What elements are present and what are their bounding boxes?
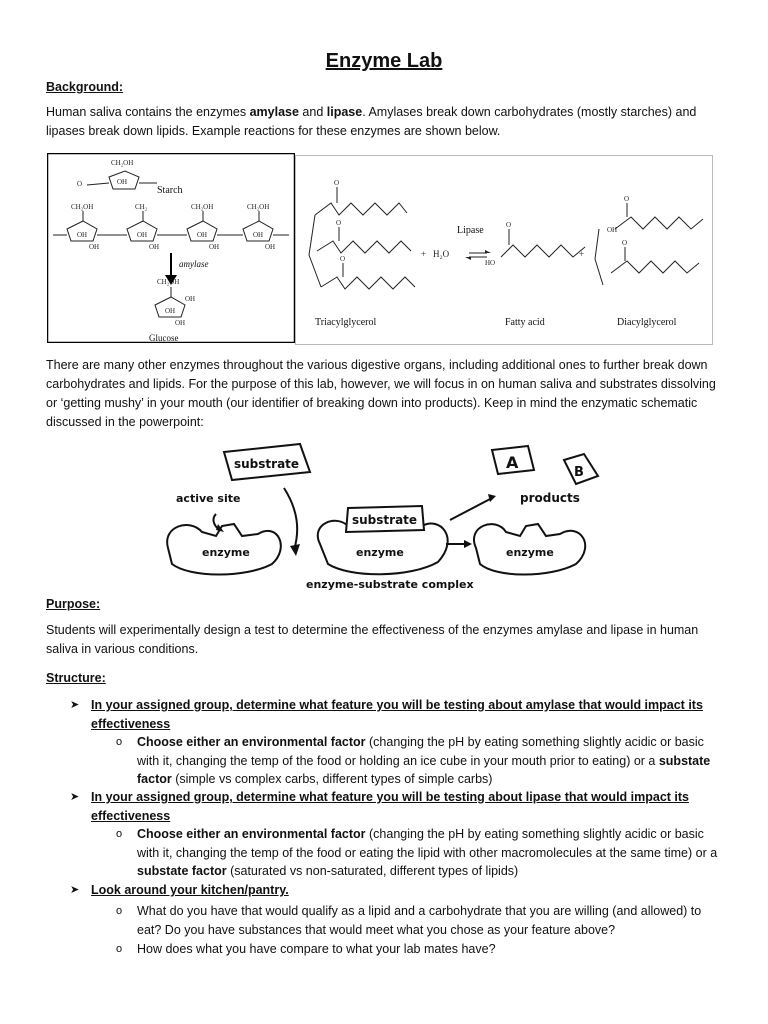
svg-text:OH: OH [77,231,88,239]
svg-text:OH: OH [197,231,208,239]
circle-bullet-icon: o [116,828,123,840]
lipase-label: Lipase [457,225,484,236]
circle-bullet-icon: o [116,943,123,955]
svg-text:OH: OH [175,319,186,327]
svg-text:O: O [506,221,512,229]
svg-text:O: O [622,239,628,247]
enzyme-label-1: enzyme [202,546,250,559]
svg-text:CH₂OH: CH₂OH [111,159,134,167]
svg-text:O: O [336,219,342,227]
amylase-label: amylase [179,259,209,269]
page-title: Enzyme Lab [325,50,443,72]
svg-text:OH: OH [89,243,100,251]
amylase-reaction-figure [47,153,295,343]
product-b-label: B [574,465,584,480]
arrow-bullet-icon: ➤ [70,791,80,803]
diacylglycerol-label: Diacylglycerol [617,317,677,328]
background-paragraph: Human saliva contains the enzymes amylase and lipase. Amylases break down carbohydrates (mostly starches) and lipases break down lipids. Example reactions for these enzymes are shown below. [46,105,697,138]
structure-heading: Structure: [46,671,106,685]
arrow-bullet-icon: ➤ [70,699,80,711]
circle-bullet-icon: o [116,905,123,917]
arrow-bullet-icon: ➤ [70,884,80,896]
svg-text:CH₂OH: CH₂OH [71,203,94,211]
svg-text:OH: OH [265,243,276,251]
svg-text:O: O [624,195,630,203]
svg-text:HO: HO [485,259,496,267]
purpose-heading: Purpose: [46,597,101,611]
svg-text:OH: OH [607,226,618,234]
svg-text:OH: OH [137,231,148,239]
svg-text:CH₂OH: CH₂OH [191,203,214,211]
svg-text:CH₂: CH₂ [135,203,148,211]
svg-text:OH: OH [117,178,128,186]
glucose-label: Glucose [149,333,179,343]
products-label: products [520,491,580,505]
complex-label: enzyme-substrate complex [306,578,474,591]
svg-text:CH₂OH: CH₂OH [247,203,270,211]
purpose-paragraph: Students will experimentally design a test to determine the effectiveness of the enzymes amylase and lipase in human saliva in various conditions. [46,623,699,656]
svg-text:OH: OH [253,231,264,239]
enzyme-label-2: enzyme [356,546,404,559]
svg-text:OH: OH [185,295,196,303]
svg-text:OH: OH [165,307,176,315]
triacylglycerol-label: Triacylglycerol [315,317,377,328]
lipase-reaction-figure [295,155,713,345]
starch-label: Starch [157,185,183,196]
bound-substrate-label: substrate [352,513,418,527]
enzyme-label-3: enzyme [506,546,554,559]
svg-text:O: O [334,179,340,187]
svg-text:O: O [340,255,346,263]
svg-text:+: + [579,249,585,259]
svg-text:+: + [421,249,427,259]
active-site-label: active site [176,492,241,505]
circle-bullet-icon: o [116,736,123,748]
water-label: H₂O [433,249,450,259]
svg-text:OH: OH [209,243,220,251]
background-heading: Background: [46,80,124,94]
enzyme-schematic [160,440,620,595]
substrate-label: substrate [234,457,300,471]
product-a-label: A [506,453,519,472]
svg-text:CH₂OH: CH₂OH [157,278,180,286]
svg-text:OH: OH [149,243,160,251]
svg-text:O: O [77,180,83,188]
digestive-paragraph: There are many other enzymes throughout the various digestive organs, including additional ones to further break down carbohydrates and lipids. For the purpose of this lab, however, we will focus in on human saliva and substrates dissolving or ‘getting mushy’ in your mouth (our identifier of breaking down into products). Keep in mind the enzymatic schematic discussed in the powerpoint: [46,358,716,429]
fatty-acid-label: Fatty acid [505,317,545,328]
document-page: Enzyme Lab Background: Human saliva contains the enzymes amylase and lipase. Amylases break down carbohydrates (mostly starches) and lipases break down lipids. Example reactions for these enzymes are shown below. CH₂OH OH O CH₂OH CH₂ CH₂OH CH₂OH OH OH OH OH OH OH OH OH CH₂OH OH OH OH Starch amylase Glucose O O O O O O HO OH + H₂O + Lipase Triacylglycerol Fatty acid Diacylglycerol There are many other enzymes throughout the various digestive organs, including additional ones to further break down carbohydrates and lipids. For the purpose of this lab, however, we will focus in on human saliva and substrates dissolving or ‘getting mushy’ in your mouth (our identifier of breaking down into products). Keep in mind the enzymatic schematic discussed in the powerpoint: substrate active site enzyme substrate enzyme enzyme-substrate complex enzyme products A B Purpose: Students will experimentally design a test to determine the effectiveness of the enzymes amylase and lipase in human saliva in various conditions. Structure: ➤ In your assigned group, determine what feature you will be testing about amylase that would impact its effectiveness o Choose either an environmental factor (changing the pH by eating something slightly acidic or basic with it, changing the temp of the food or holding an ice cube in your mouth prior to eating) or a substate factor (simple vs complex carbs, different types of simple carbs) ➤ In your assigned group, determine what feature you will be testing about lipase that would impact its effectiveness o Choose either an environmental factor (changing the pH by eating something slightly acidic or basic with it, changing the temp of the food or eating the lipid with other macromolecules at the same time) or a substate factor (saturated vs non-saturated, different types of lipids) ➤ Look around your kitchen/pantry. o What do you have that would qualify as a lipid and a carbohydrate that you are willing (and allowed) to eat? Do you have substances that would meet what you chose as your feature above? o How does what you have compare to what your lab mates have? [0,0,768,1024]
